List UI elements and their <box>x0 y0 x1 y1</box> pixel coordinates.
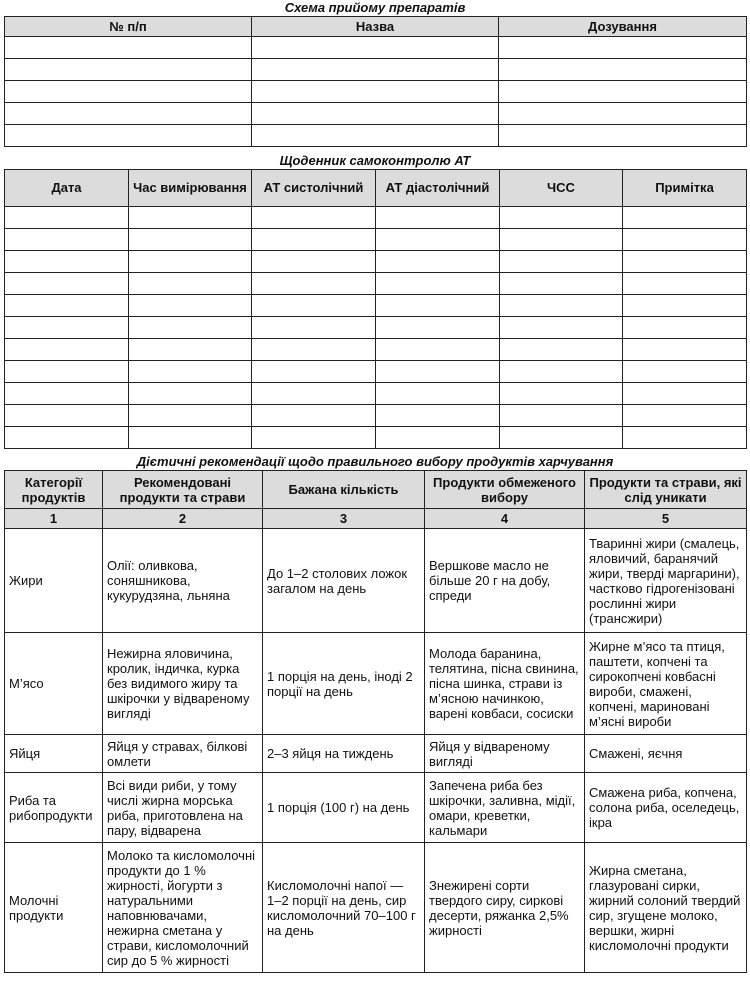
empty-cell <box>5 251 129 273</box>
empty-cell <box>499 37 747 59</box>
empty-cell <box>129 317 252 339</box>
empty-cell <box>376 207 500 229</box>
table-row <box>5 529 747 633</box>
column-number: 1 <box>5 509 103 529</box>
empty-cell <box>500 339 623 361</box>
amount-cell: 1 порція на день, іноді 2 порції на день <box>263 633 425 735</box>
limited-cell: Молода баранина, телятина, пісна свинина, пісна шинка, страви із м’ясною начинкою, варені ковбаси, сосиски <box>425 633 585 735</box>
empty-cell <box>500 251 623 273</box>
empty-cell <box>129 207 252 229</box>
empty-row <box>5 383 747 405</box>
category-cell: Риба та рибопродукти <box>5 773 103 843</box>
empty-cell <box>129 251 252 273</box>
empty-cell <box>129 229 252 251</box>
empty-cell <box>5 207 129 229</box>
empty-cell <box>376 383 500 405</box>
avoid-cell: Жирна сметана, глазуровані сирки, жирний солоний твердий сир, згущене молоко, вершки, жирні кисломолочні продукти <box>585 843 747 973</box>
column-number-row <box>5 509 747 529</box>
empty-row <box>5 229 747 251</box>
bp-diary-table <box>4 169 747 449</box>
empty-cell <box>623 361 747 383</box>
diet-recommendations-table <box>4 470 747 973</box>
empty-cell <box>623 251 747 273</box>
empty-cell <box>500 405 623 427</box>
column-number: 2 <box>103 509 263 529</box>
empty-cell <box>252 125 499 147</box>
empty-cell <box>252 207 376 229</box>
table-row <box>5 735 747 773</box>
amount-cell: 2–3 яйця на тиждень <box>263 735 425 773</box>
category-cell: Молочні продукти <box>5 843 103 973</box>
column-header-limited: Продукти обмеженого вибору <box>425 471 585 509</box>
empty-cell <box>376 295 500 317</box>
empty-cell <box>376 405 500 427</box>
column-header-number: № п/п <box>5 17 252 37</box>
empty-cell <box>252 383 376 405</box>
table-header-row <box>5 471 747 509</box>
recommended-cell: Нежирна яловичина, кролик, індичка, курка без видимого жиру та шкірочки у відвареному вигляді <box>103 633 263 735</box>
empty-cell <box>5 361 129 383</box>
empty-cell <box>252 405 376 427</box>
empty-row <box>5 317 747 339</box>
empty-cell <box>5 295 129 317</box>
empty-cell <box>500 207 623 229</box>
amount-cell: 1 порція (100 г) на день <box>263 773 425 843</box>
category-cell: Яйця <box>5 735 103 773</box>
category-cell: Жири <box>5 529 103 633</box>
column-header-dosage: Дозування <box>499 17 747 37</box>
table-row <box>5 633 747 735</box>
column-header-name: Назва <box>252 17 499 37</box>
empty-cell <box>5 339 129 361</box>
recommended-cell: Яйця у стравах, білкові омлети <box>103 735 263 773</box>
empty-cell <box>500 273 623 295</box>
empty-row <box>5 427 747 449</box>
avoid-cell: Смажені, яєчня <box>585 735 747 773</box>
column-header-avoid: Продукти та страви, які слід уникати <box>585 471 747 509</box>
empty-row <box>5 273 747 295</box>
column-header-diastolic: АТ діастолічний <box>376 170 500 207</box>
limited-cell: Вершкове масло не більше 20 г на добу, спреди <box>425 529 585 633</box>
empty-cell <box>129 295 252 317</box>
empty-cell <box>129 405 252 427</box>
column-header-note: Примітка <box>623 170 747 207</box>
empty-cell <box>5 125 252 147</box>
empty-cell <box>129 339 252 361</box>
empty-cell <box>623 273 747 295</box>
limited-cell: Яйця у відвареному вигляді <box>425 735 585 773</box>
limited-cell: Знежирені сорти твердого сиру, сиркові десерти, ряжанка 2,5% жирності <box>425 843 585 973</box>
column-header-recommended: Рекомендовані продукти та страви <box>103 471 263 509</box>
limited-cell: Запечена риба без шкірочки, заливна, мідії, омари, креветки, кальмари <box>425 773 585 843</box>
empty-cell <box>252 427 376 449</box>
avoid-cell: Тваринні жири (смалець, яловичий, баранячий жири, тверді маргарини), частково гідрогенізовані рослинні жири (трансжири) <box>585 529 747 633</box>
empty-row <box>5 295 747 317</box>
recommended-cell: Олії: оливкова, соняшникова, кукурудзяна, льняна <box>103 529 263 633</box>
empty-cell <box>376 251 500 273</box>
amount-cell: Кисломолочні напої — 1–2 порції на день, сир кисломолочний 70–100 г на день <box>263 843 425 973</box>
empty-cell <box>252 229 376 251</box>
empty-cell <box>623 207 747 229</box>
empty-cell <box>252 37 499 59</box>
empty-cell <box>376 273 500 295</box>
empty-row <box>5 251 747 273</box>
empty-cell <box>252 251 376 273</box>
empty-cell <box>5 405 129 427</box>
table-row <box>5 773 747 843</box>
empty-row <box>5 37 747 59</box>
empty-cell <box>5 383 129 405</box>
empty-cell <box>499 103 747 125</box>
diet-recommendations-title: Дієтичні рекомендації щодо правильного вибору продуктів харчування <box>136 454 614 469</box>
recommended-cell: Молоко та кисломолочні продукти до 1 % жирності, йогурти з натуральними наповнювачами, нежирна сметана у страви, кисломолочний сир до 5 % жирності <box>103 843 263 973</box>
empty-cell <box>5 317 129 339</box>
column-header-category: Категорії продуктів <box>5 471 103 509</box>
empty-cell <box>500 361 623 383</box>
amount-cell: До 1–2 столових ложок загалом на день <box>263 529 425 633</box>
avoid-cell: Жирне м’ясо та птиця, паштети, копчені та сирокопчені ковбасні вироби, смажені, копчені, мариновані м’ясні вироби <box>585 633 747 735</box>
column-header-heart-rate: ЧСС <box>500 170 623 207</box>
avoid-cell: Смажена риба, копчена, солона риба, оселедець, ікра <box>585 773 747 843</box>
empty-cell <box>500 383 623 405</box>
empty-cell <box>129 361 252 383</box>
empty-cell <box>623 317 747 339</box>
empty-cell <box>5 103 252 125</box>
empty-cell <box>252 317 376 339</box>
empty-cell <box>376 229 500 251</box>
empty-cell <box>252 295 376 317</box>
empty-cell <box>499 59 747 81</box>
empty-row <box>5 207 747 229</box>
category-cell: М’ясо <box>5 633 103 735</box>
empty-cell <box>252 59 499 81</box>
empty-row <box>5 405 747 427</box>
empty-cell <box>623 339 747 361</box>
column-header-systolic: АТ систолічний <box>252 170 376 207</box>
empty-cell <box>376 427 500 449</box>
empty-row <box>5 361 747 383</box>
empty-cell <box>129 273 252 295</box>
column-header-time: Час вимірювання <box>129 170 252 207</box>
empty-cell <box>5 81 252 103</box>
empty-cell <box>252 273 376 295</box>
empty-cell <box>499 125 747 147</box>
recommended-cell: Всі види риби, у тому числі жирна морська риба, приготовлена на пару, відварена <box>103 773 263 843</box>
empty-cell <box>252 103 499 125</box>
empty-row <box>5 339 747 361</box>
empty-cell <box>376 339 500 361</box>
empty-cell <box>623 295 747 317</box>
empty-cell <box>129 427 252 449</box>
column-number: 5 <box>585 509 747 529</box>
empty-cell <box>500 427 623 449</box>
empty-cell <box>129 383 252 405</box>
medication-schedule-title: Схема прийому препаратів <box>284 0 466 15</box>
empty-cell <box>5 273 129 295</box>
empty-cell <box>500 229 623 251</box>
empty-cell <box>623 427 747 449</box>
column-header-amount: Бажана кількість <box>263 471 425 509</box>
table-header-row <box>5 170 747 207</box>
empty-cell <box>500 295 623 317</box>
empty-row <box>5 59 747 81</box>
medication-schedule-table <box>4 16 747 147</box>
empty-cell <box>376 361 500 383</box>
empty-cell <box>623 383 747 405</box>
empty-cell <box>5 37 252 59</box>
empty-row <box>5 81 747 103</box>
empty-cell <box>5 229 129 251</box>
empty-cell <box>499 81 747 103</box>
empty-cell <box>252 81 499 103</box>
table-row <box>5 843 747 973</box>
column-number: 3 <box>263 509 425 529</box>
empty-cell <box>623 405 747 427</box>
empty-cell <box>623 229 747 251</box>
bp-diary-title: Щоденник самоконтролю АТ <box>279 153 471 168</box>
empty-cell <box>376 317 500 339</box>
empty-cell <box>252 361 376 383</box>
column-header-date: Дата <box>5 170 129 207</box>
column-number: 4 <box>425 509 585 529</box>
empty-cell <box>5 427 129 449</box>
empty-row <box>5 125 747 147</box>
table-header-row <box>5 17 747 37</box>
empty-cell <box>5 59 252 81</box>
empty-cell <box>500 317 623 339</box>
empty-row <box>5 103 747 125</box>
empty-cell <box>252 339 376 361</box>
